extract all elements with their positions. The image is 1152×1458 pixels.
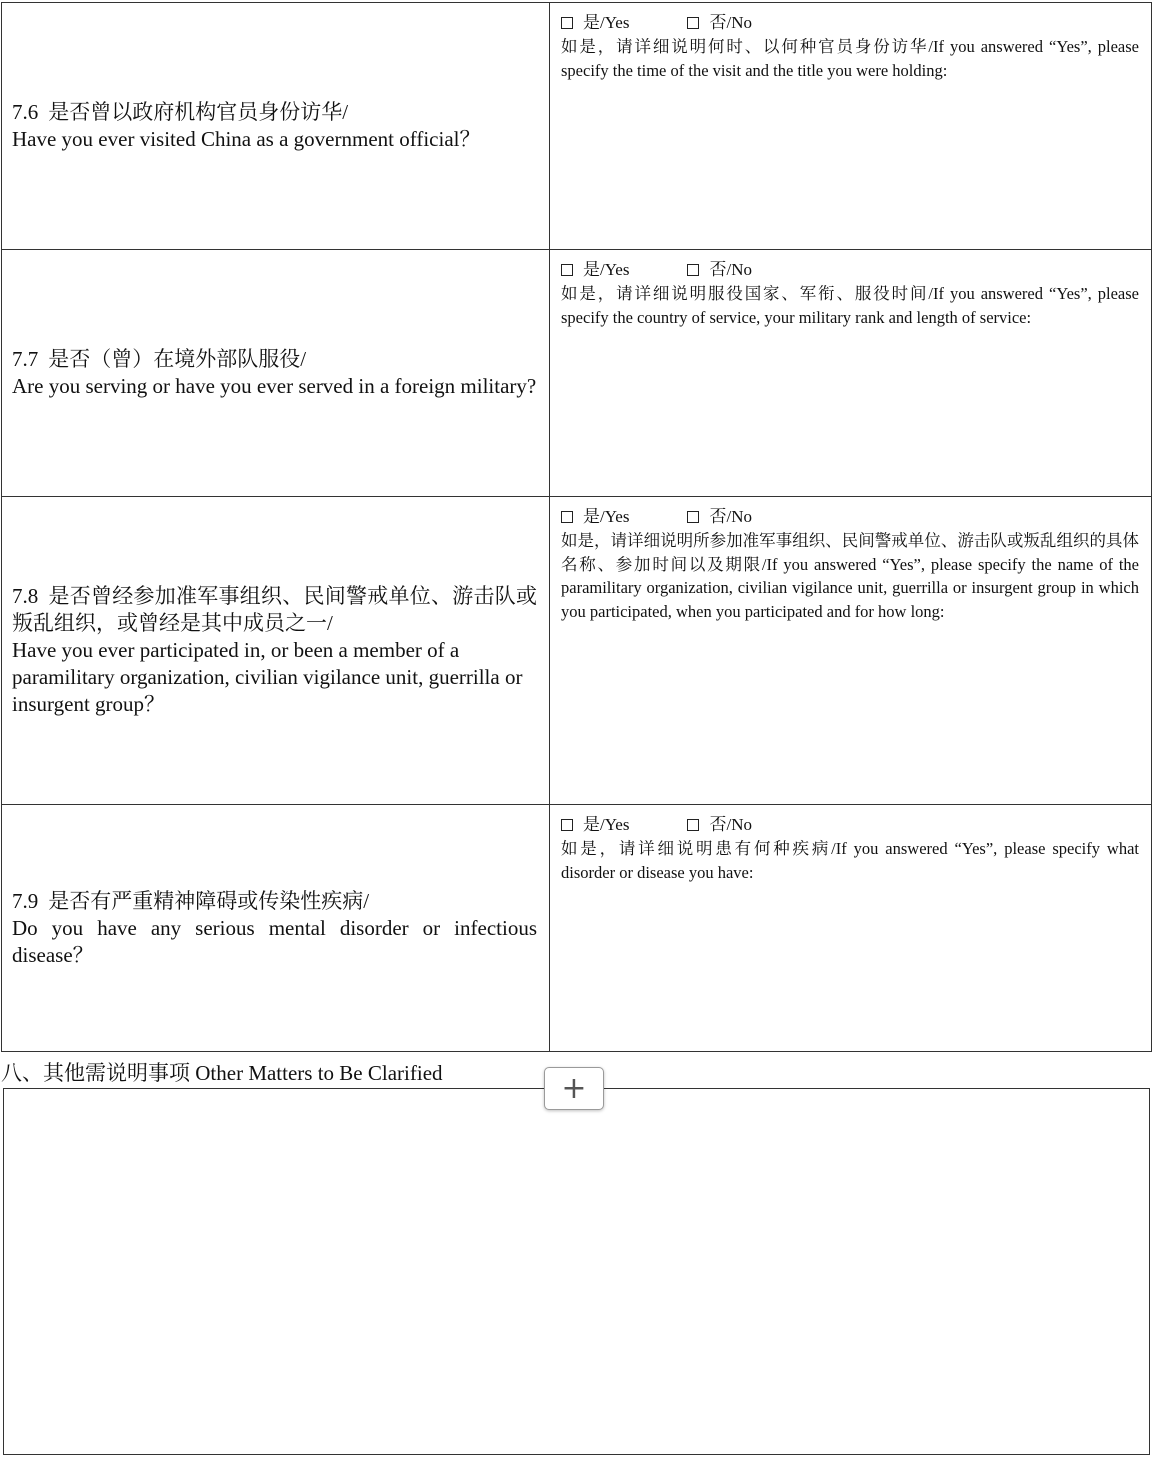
question-cell	[2, 805, 550, 1052]
checkbox-icon[interactable]	[687, 17, 699, 29]
question-number: 7.9	[12, 888, 39, 913]
section-8-title	[1, 1060, 443, 1087]
no-label: 否/No	[709, 507, 752, 527]
yes-checkbox[interactable]	[561, 505, 629, 529]
answer-cell[interactable]	[550, 250, 1152, 497]
question-text-en: Have you ever visited China as a government official？	[12, 127, 481, 151]
answer-cell[interactable]	[550, 805, 1152, 1052]
question-text-en: Do you have any serious mental disorder or infectious disease？	[12, 915, 537, 967]
question-cell	[2, 3, 550, 250]
question-text-zh: 是否曾以政府机构官员身份访华/	[48, 100, 349, 124]
other-matters-input-box[interactable]	[3, 1088, 1150, 1455]
question-text-zh: 是否（曾）在境外部队服役/	[48, 347, 307, 371]
checkbox-icon[interactable]	[561, 819, 573, 831]
detail-instruction: 如是，请详细说明所参加准军事组织、民间警戒单位、游击队或叛乱组织的具体名称、参加时间以及期限/If you answered “Yes”, please specify the name of the paramilitary organization, civilian vigilance unit, guerrilla or insurgent group in which you participated, when you participated and for how long:	[561, 531, 1139, 621]
add-row-button[interactable]	[544, 1067, 604, 1110]
yes-label: 是/Yes	[583, 507, 630, 527]
question-text-en: Are you serving or have you ever served in a foreign military?	[12, 374, 537, 398]
no-checkbox[interactable]	[687, 258, 752, 282]
question-row-7-8	[2, 497, 1152, 805]
yes-checkbox[interactable]	[561, 813, 629, 837]
question-number: 7.6	[12, 100, 39, 124]
question-row-7-9	[2, 805, 1152, 1052]
question-text-zh: 是否曾经参加准军事组织、民间警戒单位、游击队或叛乱组织，或曾经是其中成员之一/	[12, 584, 537, 635]
question-number: 7.8	[12, 584, 39, 608]
checkbox-icon[interactable]	[561, 511, 573, 523]
checkbox-icon[interactable]	[687, 264, 699, 276]
detail-instruction: 如是，请详细说明服役国家、军衔、服役时间/If you answered “Yes”, please specify the country of service, your military rank and length of service:	[561, 284, 1139, 327]
yes-checkbox[interactable]	[561, 11, 629, 35]
checkbox-icon[interactable]	[561, 264, 573, 276]
answer-cell[interactable]	[550, 497, 1152, 805]
yes-label: 是/Yes	[583, 260, 630, 280]
no-checkbox[interactable]	[687, 505, 752, 529]
question-number: 7.7	[12, 347, 39, 371]
answer-cell[interactable]	[550, 3, 1152, 250]
question-text-en: Have you ever participated in, or been a member of a paramilitary organization, civilian vigilance unit, guerrilla or insurgent group？	[12, 638, 523, 716]
no-label: 否/No	[709, 13, 752, 33]
section-title-en: Other Matters to Be Clarified	[195, 1061, 443, 1085]
detail-instruction: 如是，请详细说明何时、以何种官员身份访华/If you answered “Yes”, please specify the time of the visit and the title you were holding:	[561, 37, 1139, 80]
checkbox-icon[interactable]	[561, 17, 573, 29]
question-cell	[2, 250, 550, 497]
no-label: 否/No	[709, 260, 752, 280]
question-row-7-6	[2, 3, 1152, 250]
no-checkbox[interactable]	[687, 11, 752, 35]
checkbox-icon[interactable]	[687, 511, 699, 523]
question-row-7-7	[2, 250, 1152, 497]
question-cell	[2, 497, 550, 805]
checkbox-icon[interactable]	[687, 819, 699, 831]
detail-instruction: 如是，请详细说明患有何种疾病/If you answered “Yes”, please specify what disorder or disease you have:	[561, 839, 1139, 882]
questions-table	[1, 2, 1152, 1052]
section-title-zh: 八、其他需说明事项	[1, 1061, 190, 1085]
yes-checkbox[interactable]	[561, 258, 629, 282]
question-text-zh: 是否有严重精神障碍或传染性疾病/	[48, 888, 370, 913]
yes-label: 是/Yes	[583, 13, 630, 33]
yes-label: 是/Yes	[583, 815, 630, 835]
no-label: 否/No	[709, 815, 752, 835]
no-checkbox[interactable]	[687, 813, 752, 837]
plus-icon: +	[561, 1070, 587, 1106]
